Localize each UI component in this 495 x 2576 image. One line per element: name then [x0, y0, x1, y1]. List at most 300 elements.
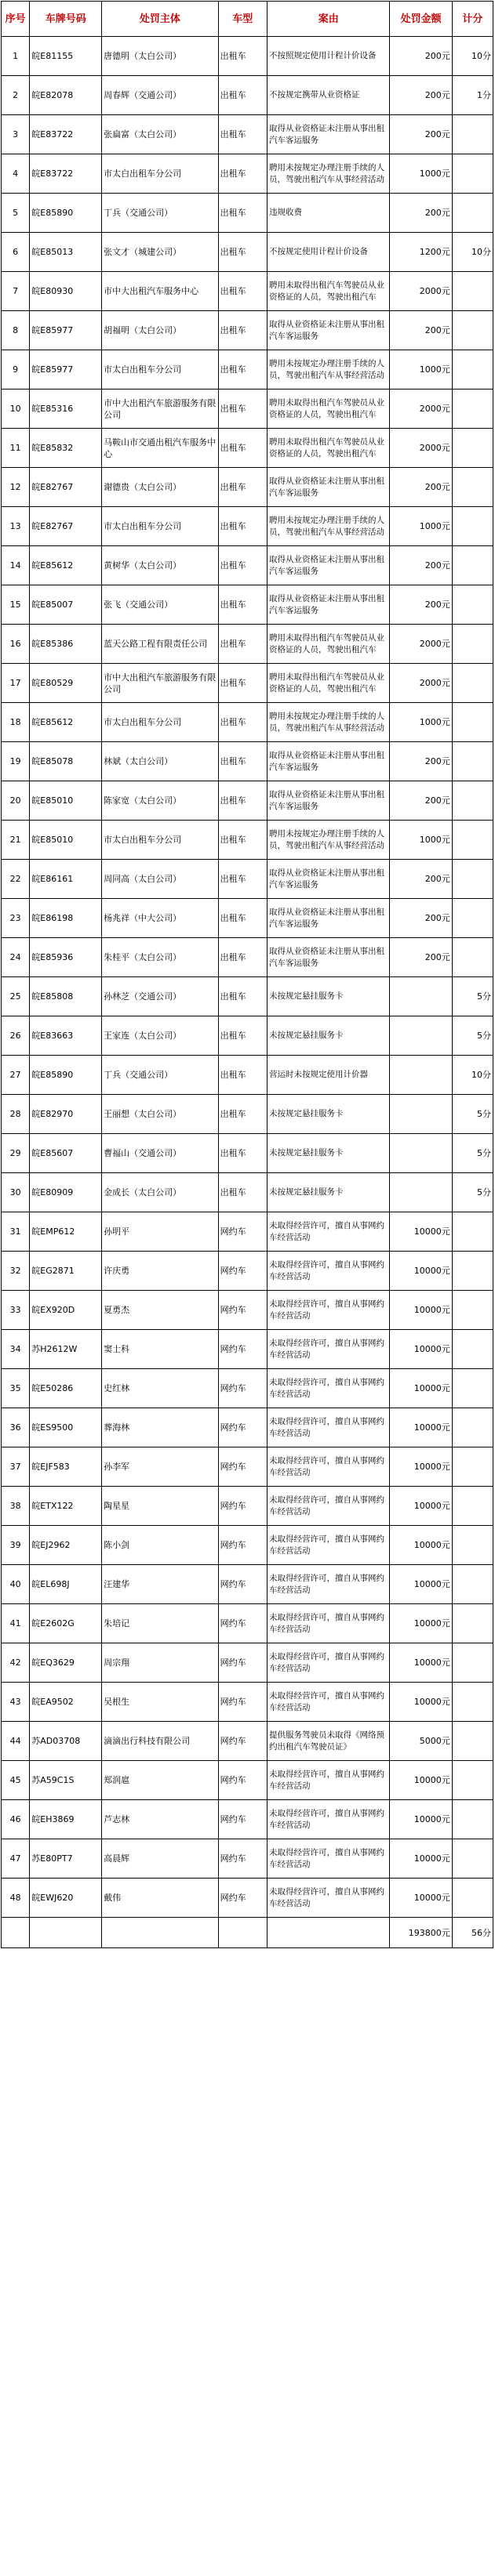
cell-type: 网约车 — [218, 1643, 267, 1683]
cell-reason: 未取得经营许可，擅自从事网约车经营活动 — [267, 1252, 389, 1291]
cell-reason: 未取得经营许可，擅自从事网约车经营活动 — [267, 1604, 389, 1643]
cell-amount: 200元 — [390, 468, 452, 507]
cell-subject: 市中大出租汽车旅游服务有限公司 — [102, 664, 219, 703]
cell-plate: 皖EG2871 — [30, 1252, 102, 1291]
cell-plate: 皖E85612 — [30, 703, 102, 742]
total-empty-cell — [267, 1918, 389, 1948]
table-row — [2, 1173, 493, 1212]
table-row — [2, 1408, 493, 1447]
cell-points — [452, 860, 493, 899]
cell-reason: 聘用未按规定办理注册手续的人员，驾驶出租汽车从事经营活动 — [267, 703, 389, 742]
cell-type: 出租车 — [218, 546, 267, 585]
cell-reason: 聘用未按规定办理注册手续的人员，驾驶出租汽车从事经营活动 — [267, 507, 389, 546]
cell-subject: 市太白出租车分公司 — [102, 703, 219, 742]
table-row — [2, 194, 493, 233]
table-row — [2, 350, 493, 389]
cell-type: 出租车 — [218, 1173, 267, 1212]
header-row — [2, 2, 493, 37]
cell-idx: 7 — [2, 272, 30, 311]
table-row — [2, 311, 493, 350]
table-row — [2, 389, 493, 429]
cell-plate: 皖E83722 — [30, 115, 102, 154]
cell-amount — [390, 1134, 452, 1173]
cell-idx: 40 — [2, 1565, 30, 1604]
cell-reason: 未取得经营许可，擅自从事网约车经营活动 — [267, 1369, 389, 1408]
cell-amount: 1000元 — [390, 350, 452, 389]
table-row — [2, 1095, 493, 1134]
cell-idx: 28 — [2, 1095, 30, 1134]
cell-plate: 皖E82970 — [30, 1095, 102, 1134]
cell-type: 出租车 — [218, 860, 267, 899]
cell-reason: 未取得经营许可，擅自从事网约车经营活动 — [267, 1447, 389, 1487]
cell-type: 网约车 — [218, 1526, 267, 1565]
cell-plate: 皖E82078 — [30, 76, 102, 115]
cell-reason: 违规收费 — [267, 194, 389, 233]
table-row — [2, 625, 493, 664]
cell-type: 出租车 — [218, 585, 267, 625]
cell-type: 出租车 — [218, 311, 267, 350]
cell-plate: 皖E85612 — [30, 546, 102, 585]
cell-type: 出租车 — [218, 1056, 267, 1095]
cell-subject: 丁兵（交通公司） — [102, 1056, 219, 1095]
cell-amount — [390, 1095, 452, 1134]
table-row — [2, 1565, 493, 1604]
cell-subject: 周同高（太白公司） — [102, 860, 219, 899]
cell-type: 出租车 — [218, 468, 267, 507]
table-row — [2, 1056, 493, 1095]
cell-subject: 曹福山（交通公司） — [102, 1134, 219, 1173]
cell-type: 出租车 — [218, 389, 267, 429]
cell-amount: 10000元 — [390, 1330, 452, 1369]
cell-reason: 不按规定使用计程计价设备 — [267, 233, 389, 272]
cell-points — [452, 742, 493, 781]
cell-subject: 王家连（太白公司） — [102, 1016, 219, 1056]
cell-plate: 苏AD03708 — [30, 1722, 102, 1761]
cell-subject: 黄树华（太白公司） — [102, 546, 219, 585]
cell-points — [452, 1643, 493, 1683]
cell-subject: 市太白出租车分公司 — [102, 154, 219, 194]
cell-amount: 200元 — [390, 194, 452, 233]
cell-plate: 苏A59C1S — [30, 1761, 102, 1800]
cell-idx: 11 — [2, 429, 30, 468]
cell-plate: 皖E85977 — [30, 311, 102, 350]
cell-idx: 15 — [2, 585, 30, 625]
cell-reason: 聘用未取得出租汽车驾驶员从业资格证的人员，驾驶出租汽车 — [267, 664, 389, 703]
table-row — [2, 1643, 493, 1683]
cell-subject: 金成长（太白公司） — [102, 1173, 219, 1212]
cell-amount: 10000元 — [390, 1369, 452, 1408]
cell-amount: 200元 — [390, 311, 452, 350]
cell-points: 5分 — [452, 1016, 493, 1056]
cell-plate: 皖ETX122 — [30, 1487, 102, 1526]
cell-type: 出租车 — [218, 781, 267, 821]
cell-type: 网约车 — [218, 1604, 267, 1643]
table-row — [2, 977, 493, 1016]
table-row — [2, 1604, 493, 1643]
table-row — [2, 585, 493, 625]
cell-reason: 聘用未按规定办理注册手续的人员，驾驶出租汽车从事经营活动 — [267, 154, 389, 194]
cell-subject: 高晨辉 — [102, 1839, 219, 1879]
cell-subject: 王丽想（太白公司） — [102, 1095, 219, 1134]
cell-subject: 市太白出租车分公司 — [102, 507, 219, 546]
cell-plate: 皖E85010 — [30, 821, 102, 860]
table-row — [2, 1800, 493, 1839]
cell-reason: 未取得经营许可，擅自从事网约车经营活动 — [267, 1761, 389, 1800]
cell-idx: 30 — [2, 1173, 30, 1212]
cell-subject: 葬海林 — [102, 1408, 219, 1447]
cell-points — [452, 1722, 493, 1761]
cell-amount: 200元 — [390, 76, 452, 115]
cell-reason: 不按规定携带从业资格证 — [267, 76, 389, 115]
table-row — [2, 1761, 493, 1800]
cell-reason: 未取得经营许可，擅自从事网约车经营活动 — [267, 1487, 389, 1526]
cell-amount: 200元 — [390, 781, 452, 821]
total-empty-cell — [218, 1918, 267, 1948]
cell-subject: 芦志林 — [102, 1800, 219, 1839]
total-empty-cell — [2, 1918, 30, 1948]
table-row — [2, 76, 493, 115]
cell-reason: 未取得经营许可，擅自从事网约车经营活动 — [267, 1683, 389, 1722]
cell-amount: 10000元 — [390, 1761, 452, 1800]
cell-amount: 2000元 — [390, 272, 452, 311]
cell-points — [452, 468, 493, 507]
cell-subject: 唐德明（太白公司） — [102, 37, 219, 76]
cell-plate: 皖EJ2962 — [30, 1526, 102, 1565]
table-row — [2, 1252, 493, 1291]
cell-plate: 皖EA9502 — [30, 1683, 102, 1722]
cell-points — [452, 1291, 493, 1330]
table-row — [2, 1369, 493, 1408]
cell-idx: 32 — [2, 1252, 30, 1291]
cell-points — [452, 429, 493, 468]
cell-points: 5分 — [452, 1173, 493, 1212]
cell-amount: 10000元 — [390, 1643, 452, 1683]
cell-idx: 21 — [2, 821, 30, 860]
cell-reason: 未取得经营许可，擅自从事网约车经营活动 — [267, 1330, 389, 1369]
cell-subject: 戴伟 — [102, 1879, 219, 1918]
cell-plate: 皖EJF583 — [30, 1447, 102, 1487]
table-row — [2, 860, 493, 899]
cell-reason: 取得从业资格证未注册从事出租汽车客运服务 — [267, 938, 389, 977]
cell-amount: 200元 — [390, 899, 452, 938]
cell-idx: 3 — [2, 115, 30, 154]
cell-idx: 23 — [2, 899, 30, 938]
cell-type: 出租车 — [218, 507, 267, 546]
table-row — [2, 781, 493, 821]
cell-plate: 皖E82767 — [30, 468, 102, 507]
cell-idx: 43 — [2, 1683, 30, 1722]
cell-points: 5分 — [452, 1134, 493, 1173]
cell-type: 网约车 — [218, 1447, 267, 1487]
cell-type: 出租车 — [218, 625, 267, 664]
cell-subject: 郑润扈 — [102, 1761, 219, 1800]
cell-plate: 皖E85386 — [30, 625, 102, 664]
table-row — [2, 1722, 493, 1761]
cell-idx: 48 — [2, 1879, 30, 1918]
cell-points — [452, 350, 493, 389]
cell-plate: 皖E86161 — [30, 860, 102, 899]
cell-subject: 朱桂平（太白公司） — [102, 938, 219, 977]
cell-plate: 皖EL698J — [30, 1565, 102, 1604]
cell-points: 10分 — [452, 37, 493, 76]
cell-idx: 46 — [2, 1800, 30, 1839]
table-row — [2, 899, 493, 938]
table-row — [2, 1212, 493, 1252]
cell-points: 5分 — [452, 977, 493, 1016]
cell-reason: 取得从业资格证未注册从事出租汽车客运服务 — [267, 115, 389, 154]
cell-points — [452, 1408, 493, 1447]
cell-reason: 不按照规定使用计程计价设备 — [267, 37, 389, 76]
cell-idx: 45 — [2, 1761, 30, 1800]
cell-idx: 42 — [2, 1643, 30, 1683]
table-row — [2, 1879, 493, 1918]
cell-points — [452, 1565, 493, 1604]
table-row — [2, 1683, 493, 1722]
header-amount: 处罚金额 — [390, 2, 452, 37]
cell-plate: 皖E85316 — [30, 389, 102, 429]
cell-type: 出租车 — [218, 350, 267, 389]
cell-reason: 未取得经营许可，擅自从事网约车经营活动 — [267, 1212, 389, 1252]
cell-points — [452, 899, 493, 938]
cell-type: 网约车 — [218, 1879, 267, 1918]
cell-idx: 10 — [2, 389, 30, 429]
table-row — [2, 546, 493, 585]
header-idx: 序号 — [2, 2, 30, 37]
cell-subject: 胡福明（太白公司） — [102, 311, 219, 350]
cell-subject: 孙明平 — [102, 1212, 219, 1252]
cell-type: 出租车 — [218, 1134, 267, 1173]
cell-type: 出租车 — [218, 938, 267, 977]
cell-amount: 2000元 — [390, 429, 452, 468]
cell-points — [452, 154, 493, 194]
table-row — [2, 664, 493, 703]
cell-type: 网约车 — [218, 1487, 267, 1526]
table-row — [2, 1447, 493, 1487]
cell-plate: 皖E83663 — [30, 1016, 102, 1056]
cell-amount: 10000元 — [390, 1683, 452, 1722]
cell-amount: 1200元 — [390, 233, 452, 272]
cell-points — [452, 821, 493, 860]
cell-points — [452, 625, 493, 664]
cell-type: 出租车 — [218, 664, 267, 703]
cell-reason: 未按规定悬挂服务卡 — [267, 1016, 389, 1056]
header-type: 车型 — [218, 2, 267, 37]
cell-type: 出租车 — [218, 272, 267, 311]
cell-reason: 未按规定悬挂服务卡 — [267, 1173, 389, 1212]
cell-subject: 张扁富（太白公司） — [102, 115, 219, 154]
cell-points — [452, 781, 493, 821]
cell-points — [452, 585, 493, 625]
cell-points — [452, 194, 493, 233]
cell-points — [452, 1879, 493, 1918]
cell-idx: 35 — [2, 1369, 30, 1408]
cell-amount: 10000元 — [390, 1879, 452, 1918]
cell-plate: 皖E85607 — [30, 1134, 102, 1173]
cell-amount: 10000元 — [390, 1565, 452, 1604]
cell-plate: 皖E81155 — [30, 37, 102, 76]
cell-idx: 38 — [2, 1487, 30, 1526]
cell-subject: 陈小剑 — [102, 1526, 219, 1565]
cell-type: 网约车 — [218, 1761, 267, 1800]
cell-amount — [390, 1173, 452, 1212]
cell-amount: 10000元 — [390, 1408, 452, 1447]
cell-type: 出租车 — [218, 703, 267, 742]
cell-idx: 13 — [2, 507, 30, 546]
cell-type: 出租车 — [218, 821, 267, 860]
cell-idx: 16 — [2, 625, 30, 664]
cell-type: 出租车 — [218, 76, 267, 115]
cell-type: 出租车 — [218, 742, 267, 781]
table-header — [2, 2, 493, 37]
cell-points — [452, 1330, 493, 1369]
cell-points — [452, 703, 493, 742]
header-plate: 车牌号码 — [30, 2, 102, 37]
cell-reason: 未取得经营许可，擅自从事网约车经营活动 — [267, 1291, 389, 1330]
cell-type: 网约车 — [218, 1800, 267, 1839]
cell-amount: 5000元 — [390, 1722, 452, 1761]
cell-subject: 市太白出租车分公司 — [102, 350, 219, 389]
cell-points — [452, 1683, 493, 1722]
cell-idx: 33 — [2, 1291, 30, 1330]
cell-points — [452, 311, 493, 350]
cell-plate: 皖E83722 — [30, 154, 102, 194]
cell-plate: 皖EWJ620 — [30, 1879, 102, 1918]
cell-reason: 营运时未按规定使用计价器 — [267, 1056, 389, 1095]
cell-subject: 马鞍山市交通出租汽车服务中心 — [102, 429, 219, 468]
table-row — [2, 703, 493, 742]
cell-plate: 皖E80909 — [30, 1173, 102, 1212]
cell-amount: 1000元 — [390, 507, 452, 546]
cell-points — [452, 1252, 493, 1291]
cell-reason: 未取得经营许可，擅自从事网约车经营活动 — [267, 1408, 389, 1447]
cell-type: 网约车 — [218, 1212, 267, 1252]
cell-type: 出租车 — [218, 37, 267, 76]
cell-reason: 聘用未取得出租汽车驾驶员从业资格证的人员，驾驶出租汽车 — [267, 625, 389, 664]
cell-type: 出租车 — [218, 1095, 267, 1134]
cell-amount — [390, 977, 452, 1016]
cell-plate: 皖E85010 — [30, 781, 102, 821]
cell-subject: 窦士科 — [102, 1330, 219, 1369]
cell-amount: 10000元 — [390, 1291, 452, 1330]
cell-reason: 未取得经营许可，擅自从事网约车经营活动 — [267, 1800, 389, 1839]
cell-idx: 24 — [2, 938, 30, 977]
cell-reason: 未取得经营许可，擅自从事网约车经营活动 — [267, 1526, 389, 1565]
cell-subject: 林斌（太白公司） — [102, 742, 219, 781]
table-row — [2, 507, 493, 546]
cell-amount: 10000元 — [390, 1604, 452, 1643]
cell-amount: 10000元 — [390, 1212, 452, 1252]
cell-subject: 陶星星 — [102, 1487, 219, 1526]
cell-amount: 2000元 — [390, 389, 452, 429]
cell-idx: 26 — [2, 1016, 30, 1056]
cell-type: 网约车 — [218, 1683, 267, 1722]
cell-plate: 皖E85832 — [30, 429, 102, 468]
cell-plate: 皖E85078 — [30, 742, 102, 781]
table-row — [2, 233, 493, 272]
total-points: 56分 — [452, 1918, 493, 1948]
cell-reason: 取得从业资格证未注册从事出租汽车客运服务 — [267, 781, 389, 821]
table-body — [2, 37, 493, 1948]
cell-idx: 36 — [2, 1408, 30, 1447]
cell-idx: 5 — [2, 194, 30, 233]
cell-subject: 蓝天公路工程有限责任公司 — [102, 625, 219, 664]
cell-plate: 皖EH3869 — [30, 1800, 102, 1839]
cell-subject: 市中大出租汽车旅游服务有限公司 — [102, 389, 219, 429]
cell-idx: 22 — [2, 860, 30, 899]
cell-plate: 皖E85013 — [30, 233, 102, 272]
table-row — [2, 1839, 493, 1879]
cell-reason: 取得从业资格证未注册从事出租汽车客运服务 — [267, 546, 389, 585]
total-amount: 193800元 — [390, 1918, 452, 1948]
cell-idx: 19 — [2, 742, 30, 781]
cell-subject: 朱培记 — [102, 1604, 219, 1643]
cell-type: 网约车 — [218, 1839, 267, 1879]
cell-amount: 1000元 — [390, 821, 452, 860]
table-row — [2, 1487, 493, 1526]
header-subject: 处罚主体 — [102, 2, 219, 37]
cell-points — [452, 1761, 493, 1800]
cell-amount: 200元 — [390, 115, 452, 154]
cell-points — [452, 1487, 493, 1526]
cell-idx: 8 — [2, 311, 30, 350]
cell-amount: 200元 — [390, 585, 452, 625]
cell-idx: 37 — [2, 1447, 30, 1487]
cell-type: 网约车 — [218, 1408, 267, 1447]
cell-idx: 41 — [2, 1604, 30, 1643]
cell-type: 网约车 — [218, 1291, 267, 1330]
cell-idx: 6 — [2, 233, 30, 272]
cell-reason: 取得从业资格证未注册从事出租汽车客运服务 — [267, 311, 389, 350]
cell-amount: 1000元 — [390, 703, 452, 742]
cell-reason: 取得从业资格证未注册从事出租汽车客运服务 — [267, 742, 389, 781]
table-row — [2, 742, 493, 781]
table-row — [2, 821, 493, 860]
cell-idx: 31 — [2, 1212, 30, 1252]
cell-amount: 10000元 — [390, 1487, 452, 1526]
cell-points — [452, 1212, 493, 1252]
cell-idx: 9 — [2, 350, 30, 389]
cell-amount: 2000元 — [390, 664, 452, 703]
cell-type: 出租车 — [218, 1016, 267, 1056]
table-row — [2, 468, 493, 507]
cell-points — [452, 272, 493, 311]
table-row — [2, 1330, 493, 1369]
cell-idx: 18 — [2, 703, 30, 742]
cell-subject: 吴根生 — [102, 1683, 219, 1722]
cell-points — [452, 1604, 493, 1643]
table-row — [2, 37, 493, 76]
cell-subject: 周宗翔 — [102, 1643, 219, 1683]
cell-plate: 苏E80PT7 — [30, 1839, 102, 1879]
cell-idx: 25 — [2, 977, 30, 1016]
cell-plate: 皖ES9500 — [30, 1408, 102, 1447]
table-row — [2, 1016, 493, 1056]
cell-amount — [390, 1056, 452, 1095]
cell-amount: 10000元 — [390, 1252, 452, 1291]
cell-points — [452, 1839, 493, 1879]
cell-idx: 39 — [2, 1526, 30, 1565]
table-row — [2, 154, 493, 194]
cell-subject: 夏勇杰 — [102, 1291, 219, 1330]
cell-subject: 丁兵（交通公司） — [102, 194, 219, 233]
table-row — [2, 938, 493, 977]
cell-points: 10分 — [452, 233, 493, 272]
cell-points — [452, 938, 493, 977]
cell-type: 出租车 — [218, 233, 267, 272]
cell-idx: 17 — [2, 664, 30, 703]
cell-type: 网约车 — [218, 1369, 267, 1408]
cell-idx: 20 — [2, 781, 30, 821]
